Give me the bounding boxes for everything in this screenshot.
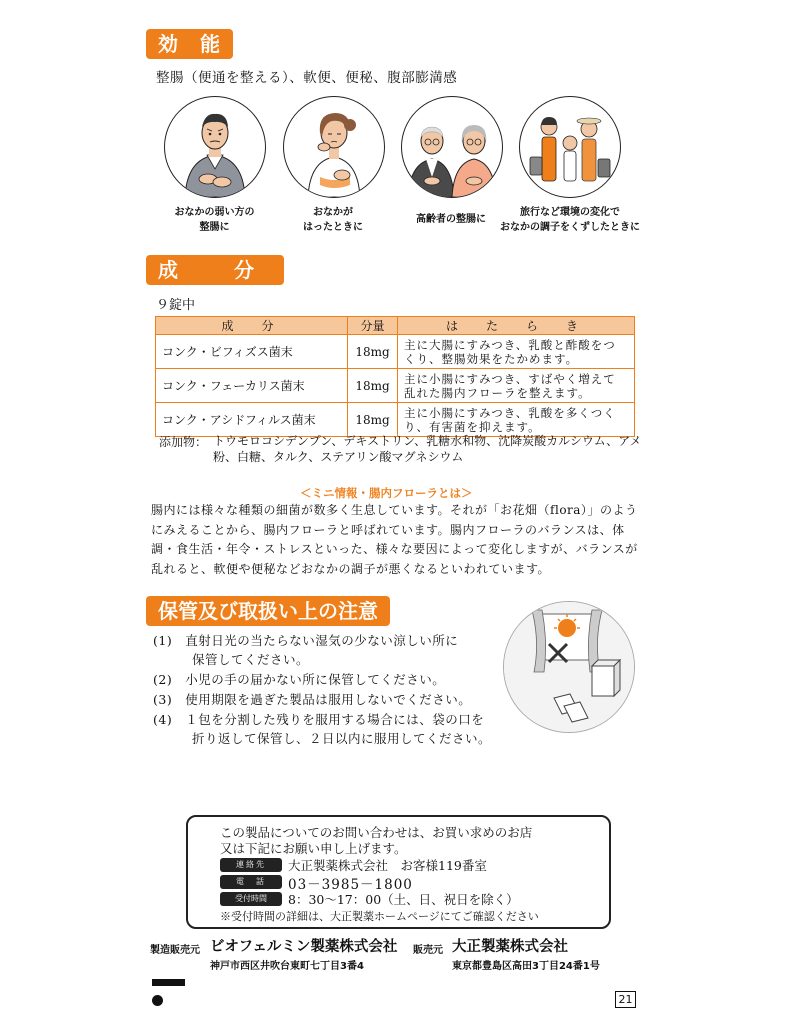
table-row <box>156 403 635 437</box>
storage-item-1: (1) 直射日光の当たらない湿気の少ない涼しい所に 保管してください。 <box>153 633 459 667</box>
ingredient-effect: 主に小腸にすみつき、乳酸を多くつくり、有害菌を抑えます。 <box>398 403 635 437</box>
ingredient-amount: 18mg <box>348 335 398 369</box>
illustration-window-sunlight <box>503 601 635 733</box>
storage-item-2: (2) 小児の手の届かない所に保管してください。 <box>153 672 446 687</box>
mini-info-body: 腸内には様々な種類の細菌が数多く生息しています。それが「お花畑（flora）」のようにみえることから、腸内フローラと呼ばれています。腸内フローラのバランスは、体調・食生活・年令・ストレスといった、様々な要因によって変化しますが、バランスが乱れると、軟便や便秘などおなかの調子が悪くなるといわれています。 <box>151 503 638 576</box>
hours-note: ※受付時間の詳細は、大正製薬ホームページにてご確認ください <box>220 910 539 923</box>
phone-value: 03－3985－1800 <box>288 877 413 893</box>
contact-intro-1: この製品についてのお問い合わせは、お買い求めのお店 <box>220 825 533 840</box>
maker-address: 神戸市西区井吹台東町七丁目3番4 <box>210 961 364 972</box>
ingredients-table <box>155 316 635 437</box>
additives-label: 添加物： <box>159 435 208 449</box>
ingredient-name: コンク・ビフィズス菌末 <box>156 335 348 369</box>
phone-label: 電 話 <box>220 875 282 889</box>
header-effect: は た ら き <box>398 317 635 335</box>
storage-heading: 保管及び取扱い上の注意 <box>146 596 390 626</box>
caption-weak-stomach: おなかの弱い方の 整腸に <box>174 207 255 233</box>
ingredients-heading: 成 分 <box>146 255 284 285</box>
registration-bar-mark <box>152 979 185 986</box>
family-travel-icon <box>520 97 620 197</box>
illustration-travel <box>519 96 621 198</box>
table-row <box>156 335 635 369</box>
ingredient-effect: 主に大腸にすみつき、乳酸と酢酸をつくり、整腸効果をたかめます。 <box>398 335 635 369</box>
seller-address: 東京都豊島区高田3丁目24番1号 <box>452 961 600 972</box>
table-header-row <box>156 317 635 335</box>
seller-label: 販売元 <box>413 945 443 956</box>
page-number: 21 <box>615 991 636 1008</box>
caption-elderly: 高齢者の整腸に <box>416 214 486 225</box>
woman-bloated-icon <box>284 97 384 197</box>
illustration-weak-stomach <box>164 96 266 198</box>
table-row <box>156 369 635 403</box>
registration-dot-mark <box>152 995 163 1006</box>
contact-value: 大正製薬株式会社 お客様119番室 <box>288 858 487 873</box>
additives-text: トウモロコシデンプン、デキストリン、乳糖水和物、沈降炭酸カルシウム、アメ粉、白糖、タルク、ステアリン酸マグネシウム <box>213 434 642 464</box>
efficacy-summary: 整腸（便通を整える）、軟便、便秘、腹部膨満感 <box>156 70 458 86</box>
contact-box <box>186 815 611 929</box>
ingredient-amount: 18mg <box>348 403 398 437</box>
ingredient-effect: 主に小腸にすみつき、すばやく増えて乱れた腸内フローラを整えます。 <box>398 369 635 403</box>
illustration-elderly <box>401 96 503 198</box>
ingredient-name: コンク・アシドフィルス菌末 <box>156 403 348 437</box>
mini-info-title: ＜ミニ情報・腸内フローラとは＞ <box>300 486 473 500</box>
caption-travel: 旅行など環境の変化で おなかの調子をくずしたときに <box>500 207 640 233</box>
sunlight-warning-icon <box>504 602 634 732</box>
man-holding-stomach-icon <box>165 97 265 197</box>
header-amount: 分量 <box>348 317 398 335</box>
caption-bloated: おなかが はったときに <box>303 207 363 233</box>
storage-item-4: (4) １包を分割した残りを服用する場合には、袋の口を 折り返して保管し、２日以内に服用してください。 <box>153 712 492 746</box>
maker-label: 製造販売元 <box>150 945 200 956</box>
hours-value: 8：30～17：00（土、日、祝日を除く） <box>288 892 519 907</box>
ingredient-amount: 18mg <box>348 369 398 403</box>
elderly-couple-icon <box>402 97 502 197</box>
illustration-bloated <box>283 96 385 198</box>
hours-label: 受付時間 <box>220 892 282 906</box>
dose-note: ９錠中 <box>156 298 196 313</box>
ingredient-name: コンク・フェーカリス菌末 <box>156 369 348 403</box>
efficacy-heading: 効 能 <box>146 29 233 59</box>
seller-name: 大正製薬株式会社 <box>452 939 568 955</box>
storage-item-3: (3) 使用期限を過ぎた製品は服用しないでください。 <box>153 692 472 707</box>
header-ingredient: 成 分 <box>156 317 348 335</box>
contact-intro-2: 又は下記にお願い申し上げます。 <box>220 841 407 856</box>
contact-label: 連絡先 <box>220 858 282 872</box>
maker-name: ビオフェルミン製薬株式会社 <box>210 939 398 955</box>
